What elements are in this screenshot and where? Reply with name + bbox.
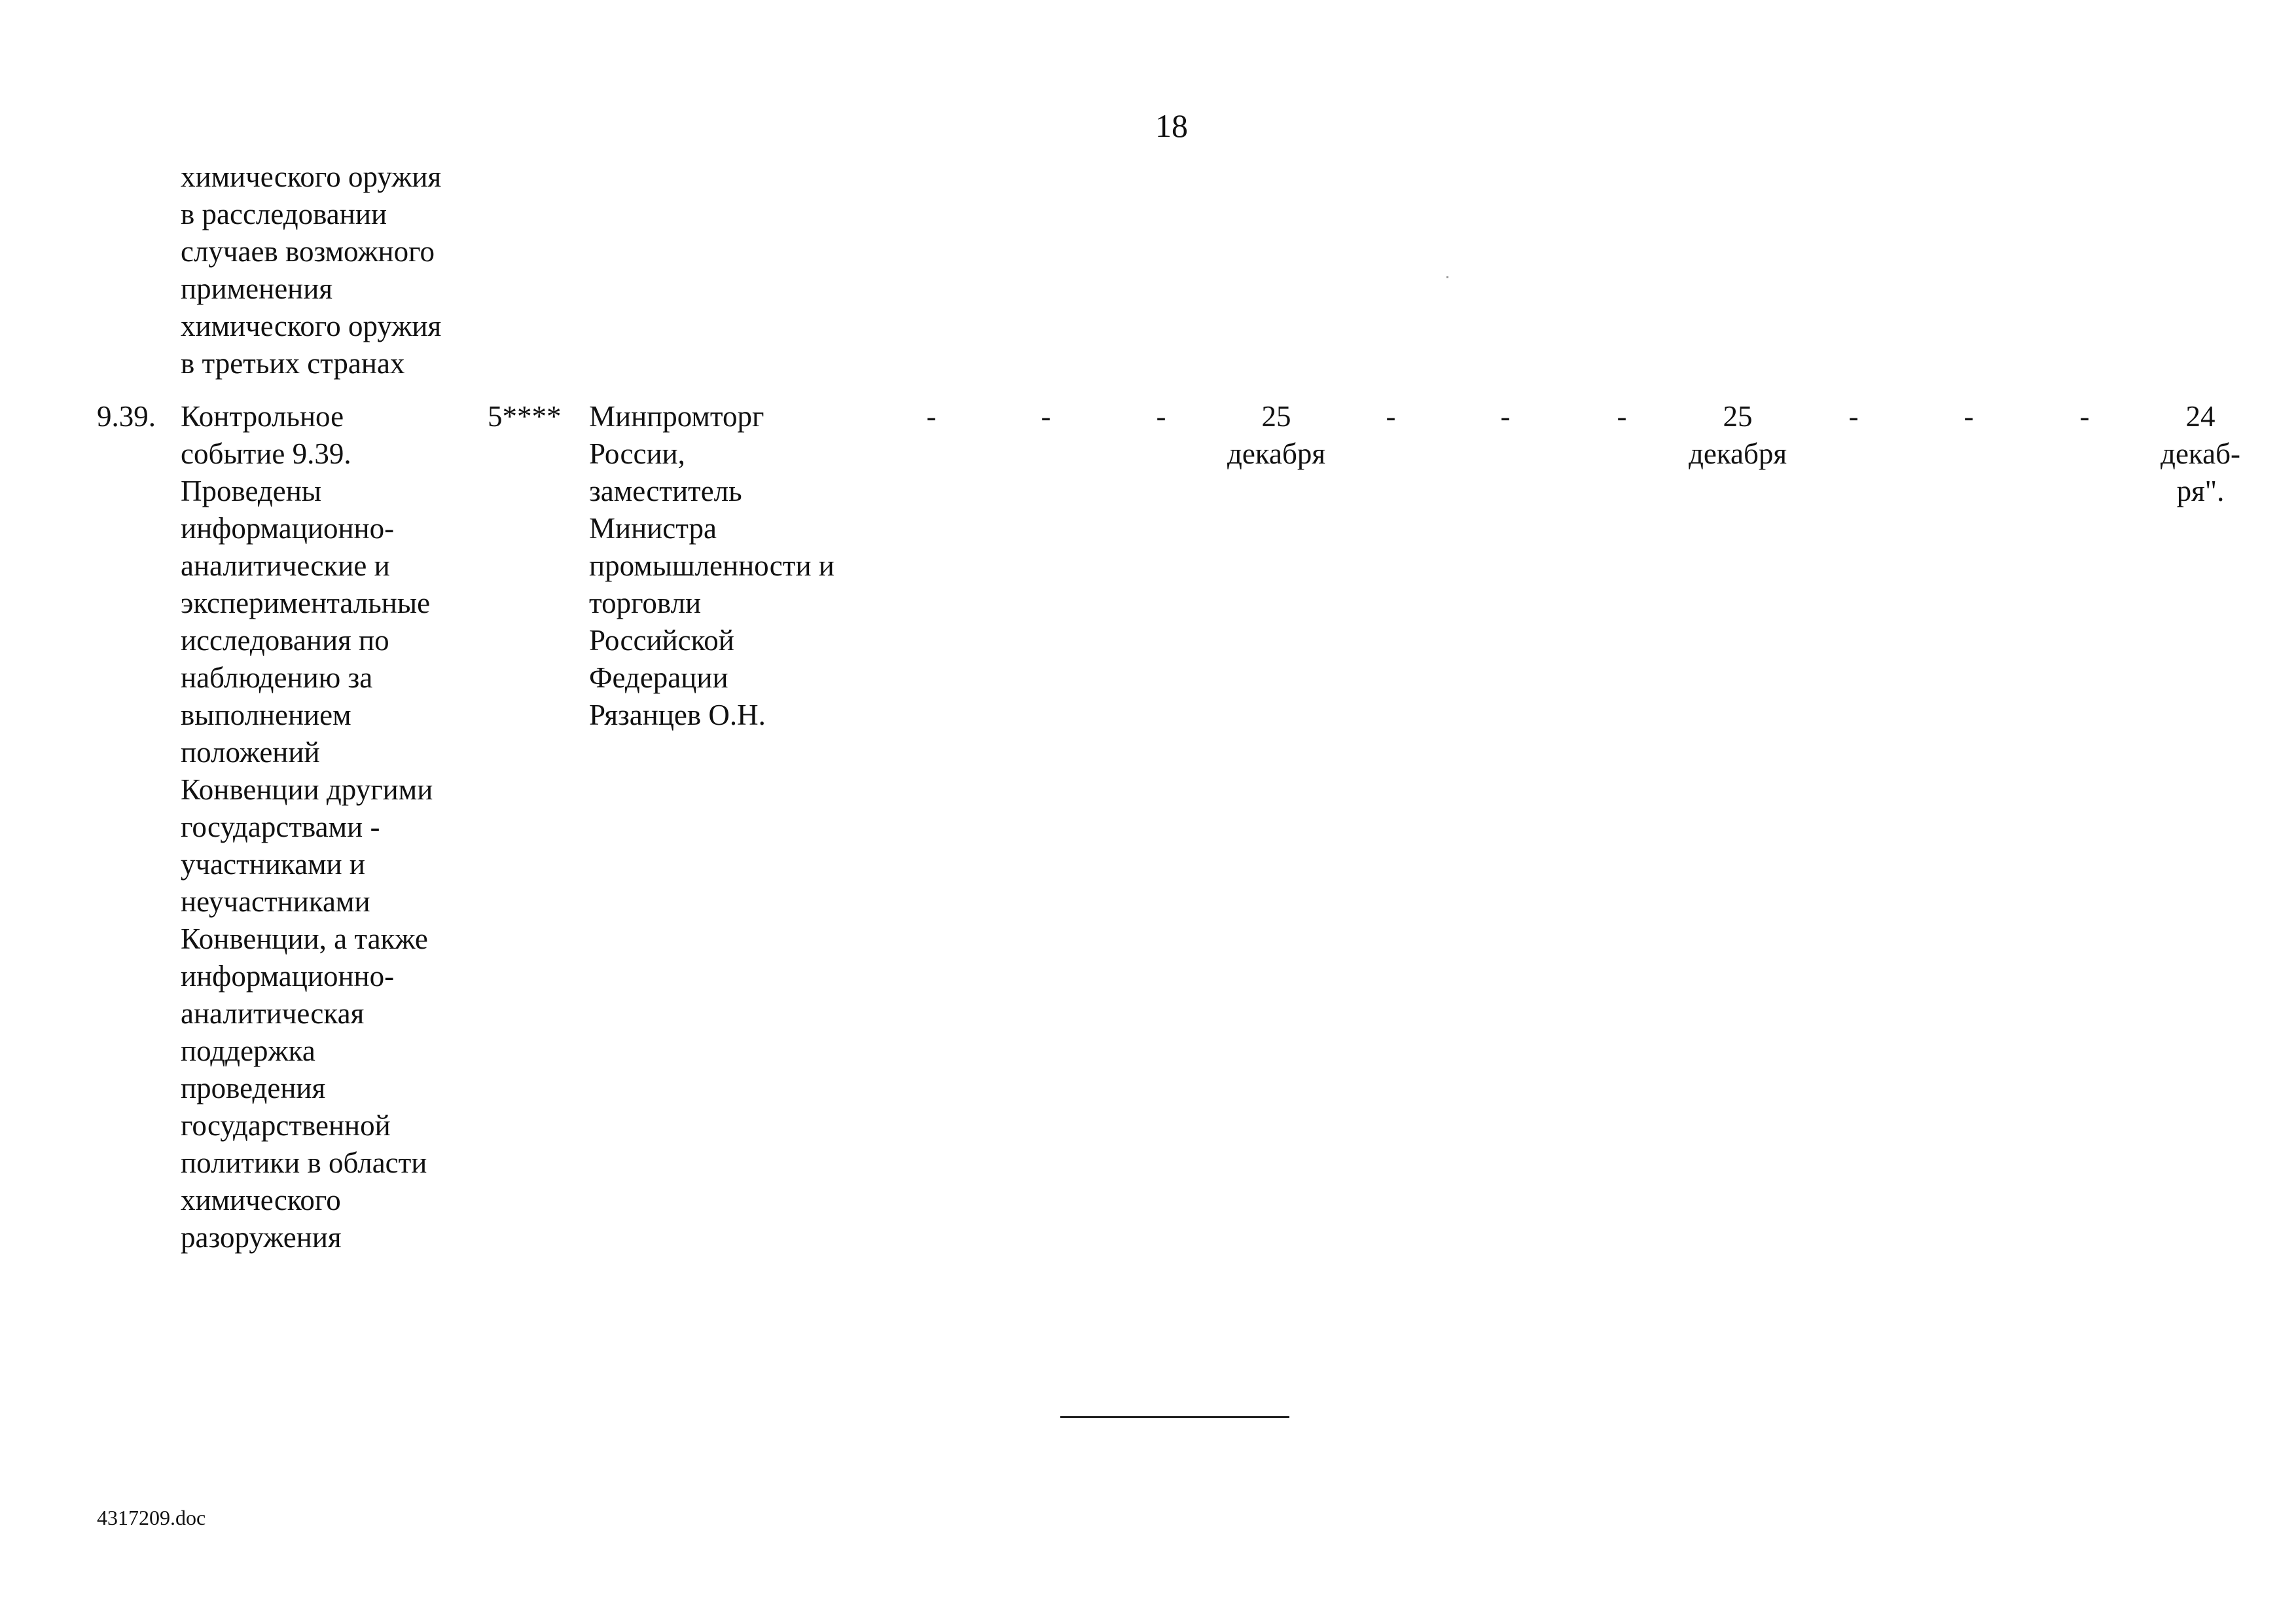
- cell-line: -: [1848, 400, 1859, 433]
- description-line: аналитические и: [181, 549, 390, 582]
- description-line: экспериментальные: [181, 587, 431, 619]
- date-cell-1: [866, 398, 997, 435]
- row-code: 5****: [488, 400, 562, 433]
- scan-speck: [1446, 276, 1448, 278]
- description-line: Проведены: [181, 475, 322, 507]
- date-cell-5: [1325, 398, 1456, 435]
- date-cell-10: [1903, 398, 2034, 435]
- responsible-line: торговли: [589, 587, 702, 619]
- description-line: разоружения: [181, 1221, 342, 1254]
- responsible-line: Российской: [589, 624, 734, 657]
- date-cell-3: [1096, 398, 1227, 435]
- carryover-line: химического оружия: [181, 160, 442, 193]
- row-description: [181, 398, 495, 1256]
- closing-rule: [1060, 1416, 1289, 1418]
- date-cell-9: [1788, 398, 1919, 435]
- cell-line: 25: [1723, 400, 1753, 433]
- description-line: Конвенции другими: [181, 773, 433, 806]
- cell-line: -: [926, 400, 937, 433]
- responsible-line: Минпромторг: [589, 400, 764, 433]
- description-line: событие 9.39.: [181, 437, 351, 470]
- cell-line: 24: [2185, 400, 2215, 433]
- carryover-line: случаев возможного: [181, 235, 435, 268]
- description-line: положений: [181, 736, 320, 769]
- carryover-line: применения: [181, 272, 333, 305]
- date-cell-7: [1556, 398, 1687, 435]
- date-cell-11: [2019, 398, 2150, 435]
- responsible-line: Федерации: [589, 661, 728, 694]
- carryover-line: в третьих странах: [181, 347, 405, 380]
- file-name-footer: 4317209.doc: [97, 1506, 206, 1529]
- carryover-line: химического оружия: [181, 310, 442, 342]
- date-cell-4: [1211, 398, 1342, 473]
- date-cell-12: [2148, 398, 2253, 510]
- row-number: 9.39.: [97, 400, 156, 433]
- description-line: государствами -: [181, 811, 380, 843]
- responsible-line: России,: [589, 437, 685, 470]
- cell-line: -: [1156, 400, 1166, 433]
- description-line: Конвенции, а также: [181, 922, 428, 955]
- responsible-line: заместитель: [589, 475, 742, 507]
- cell-line: -: [1041, 400, 1051, 433]
- date-cell-2: [980, 398, 1111, 435]
- carryover-line: в расследовании: [181, 198, 387, 230]
- description-line: участниками и: [181, 848, 365, 881]
- description-line: неучастниками: [181, 885, 370, 918]
- cell-line: -: [1964, 400, 1974, 433]
- description-line: государственной: [181, 1109, 391, 1142]
- cell-line: -: [2079, 400, 2090, 433]
- responsible-line: промышленности и: [589, 549, 834, 582]
- cell-line: декаб-: [2161, 437, 2240, 470]
- description-line: химического: [181, 1184, 341, 1216]
- date-cell-8: [1672, 398, 1803, 473]
- cell-line: -: [1500, 400, 1511, 433]
- description-line: выполнением: [181, 699, 351, 731]
- description-line: проведения: [181, 1072, 326, 1104]
- description-line: Контрольное: [181, 400, 344, 433]
- date-cell-6: [1440, 398, 1571, 435]
- description-line: информационно-: [181, 960, 395, 993]
- description-line: политики в области: [181, 1146, 427, 1179]
- carryover-text: [181, 158, 495, 382]
- description-line: поддержка: [181, 1034, 315, 1067]
- cell-line: 25: [1261, 400, 1291, 433]
- page-number: 18: [1155, 107, 1188, 144]
- cell-line: декабря: [1227, 437, 1326, 470]
- description-line: исследования по: [181, 624, 389, 657]
- description-line: наблюдению за: [181, 661, 373, 694]
- description-line: аналитическая: [181, 997, 365, 1030]
- cell-line: ря".: [2176, 475, 2225, 507]
- cell-line: декабря: [1688, 437, 1787, 470]
- cell-line: -: [1386, 400, 1396, 433]
- cell-line: -: [1617, 400, 1627, 433]
- responsible-line: Рязанцев О.Н.: [589, 699, 766, 731]
- responsible-line: Министра: [589, 512, 717, 545]
- description-line: информационно-: [181, 512, 395, 545]
- responsible-party: [589, 398, 834, 734]
